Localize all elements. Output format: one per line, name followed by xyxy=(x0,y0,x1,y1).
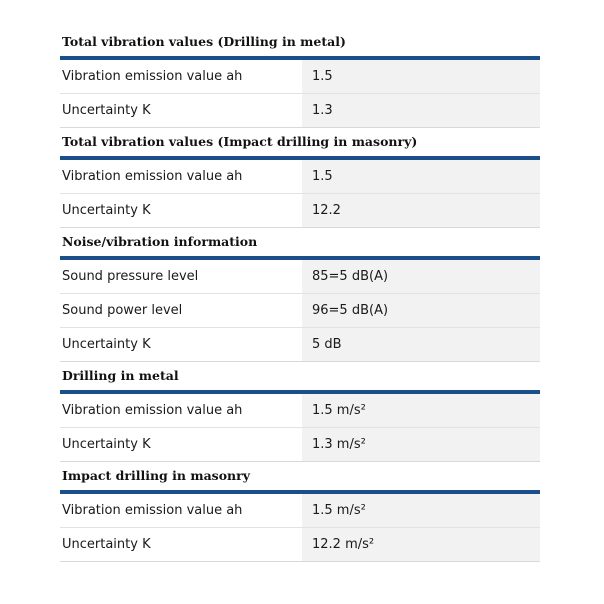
section-title: Noise/vibration information xyxy=(62,234,258,249)
row-label: Vibration emission value ah xyxy=(60,494,302,527)
table-row xyxy=(60,394,540,428)
spec-section xyxy=(60,28,540,128)
table-row xyxy=(60,194,540,228)
row-value: 1.5 xyxy=(302,60,540,93)
row-value: 1.3 m/s² xyxy=(302,428,540,461)
row-label: Uncertainty K xyxy=(60,328,302,361)
table-row xyxy=(60,60,540,94)
row-value: 1.5 m/s² xyxy=(302,394,540,427)
row-value: 12.2 m/s² xyxy=(302,528,540,561)
row-label: Vibration emission value ah xyxy=(60,60,302,93)
table-row xyxy=(60,528,540,562)
spec-section xyxy=(60,128,540,228)
table-row xyxy=(60,328,540,362)
row-value: 1.5 xyxy=(302,160,540,193)
row-label: Vibration emission value ah xyxy=(60,160,302,193)
row-value: 1.5 m/s² xyxy=(302,494,540,527)
row-label: Sound power level xyxy=(60,294,302,327)
table-row xyxy=(60,160,540,194)
row-label: Vibration emission value ah xyxy=(60,394,302,427)
table-row xyxy=(60,294,540,328)
row-label: Sound pressure level xyxy=(60,260,302,293)
row-label: Uncertainty K xyxy=(60,194,302,227)
row-value: 85=5 dB(A) xyxy=(302,260,540,293)
row-label: Uncertainty K xyxy=(60,94,302,127)
row-label: Uncertainty K xyxy=(60,528,302,561)
spec-sheet xyxy=(60,28,540,562)
row-value: 5 dB xyxy=(302,328,540,361)
section-title: Total vibration values (Impact drilling in masonry) xyxy=(62,134,418,149)
row-value: 1.3 xyxy=(302,94,540,127)
section-title: Impact drilling in masonry xyxy=(62,468,250,483)
spec-section xyxy=(60,228,540,362)
row-label: Uncertainty K xyxy=(60,428,302,461)
spec-section xyxy=(60,362,540,462)
table-row xyxy=(60,428,540,462)
spec-section xyxy=(60,462,540,562)
row-value: 12.2 xyxy=(302,194,540,227)
section-title: Drilling in metal xyxy=(62,368,179,383)
table-row xyxy=(60,94,540,128)
section-title: Total vibration values (Drilling in metal) xyxy=(62,34,346,49)
row-value: 96=5 dB(A) xyxy=(302,294,540,327)
table-row xyxy=(60,494,540,528)
table-row xyxy=(60,260,540,294)
